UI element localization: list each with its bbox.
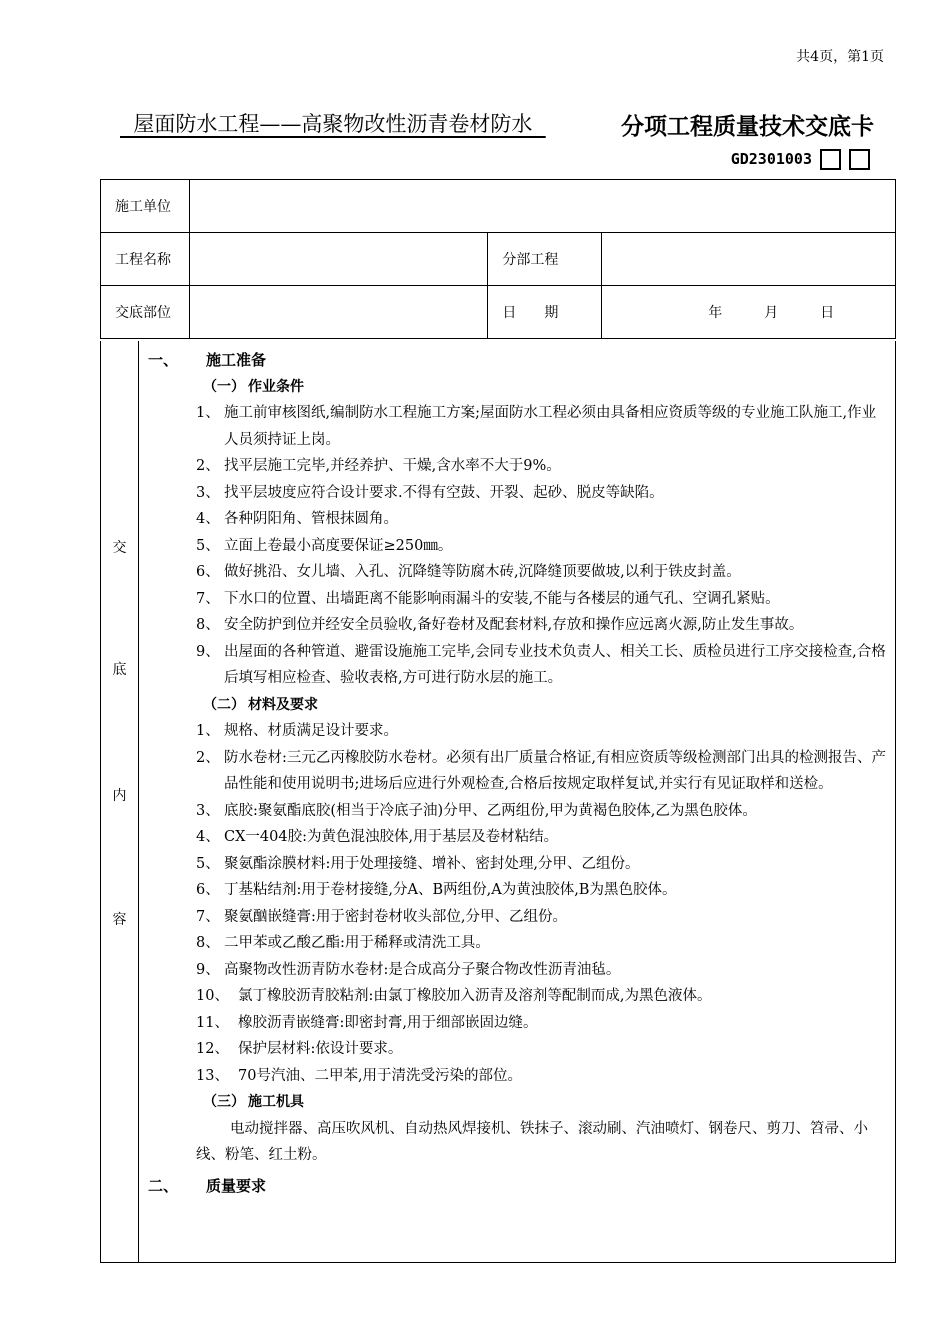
subsection-heading — [148, 374, 888, 401]
construction-unit-value — [189, 180, 895, 233]
header-table — [100, 179, 896, 339]
list-item: 3、 找平层坡度应符合设计要求.不得有空鼓、开裂、起砂、脱皮等缺陷。 — [196, 484, 664, 501]
subsection-title: 作业条件 — [248, 378, 304, 395]
tools-paragraph: 电动搅拌器、高压吹风机、自动热风焊接机、铁抹子、滚动刷、汽油喷灯、钢卷尺、剪刀、笤帚、小线、粉笔、红土粉。 — [196, 1120, 868, 1163]
date-value: 年 月 日 — [602, 286, 896, 339]
subsection-number: （三） — [203, 1094, 245, 1110]
subsection-number: （二） — [203, 696, 245, 713]
construction-unit-label: 施工单位 — [101, 180, 190, 233]
list-item: 5、 聚氨酯涂膜材料:用于处理接缝、增补、密封处理,分甲、乙组份。 — [196, 855, 640, 872]
list-item: 6、 丁基粘结剂:用于卷材接缝,分A、B两组份,A为黄浊胶体,B为黑色胶体。 — [196, 882, 677, 898]
title-suffix: 分项工程质量技术交底卡 — [621, 114, 874, 140]
list-item: 8、 安全防护到位并经安全员验收,备好卷材及配套材料,存放和操作应远离火源,防止发生事故。 — [196, 617, 804, 633]
list-item: 5、 立面上卷最小高度要保证≥250㎜。 — [196, 537, 453, 554]
sub-project-value — [602, 233, 896, 286]
list-item: 1、 规格、材质满足设计要求。 — [196, 723, 398, 739]
section-title: 施工准备 — [206, 351, 267, 369]
list-item: 10、 氯丁橡胶沥青胶粘剂:由氯丁橡胶加入沥青及溶剂等配制而成,为黑色液体。 — [196, 988, 712, 1004]
subsection-heading — [148, 692, 888, 719]
project-name-value — [189, 233, 487, 286]
code-checkbox-1 — [820, 149, 841, 170]
subsection-title: 材料及要求 — [248, 696, 318, 713]
list-item: 4、 各种阴阳角、管根抹圆角。 — [196, 511, 398, 527]
date-label: 日 期 — [488, 286, 602, 339]
list-item: 11、 橡胶沥青嵌缝膏:即密封膏,用于细部嵌固边缝。 — [196, 1014, 538, 1031]
code-checkbox-2 — [849, 149, 870, 170]
list-item: 7、 下水口的位置、出墙距离不能影响雨漏斗的安装,不能与各楼层的通气孔、空调孔紧贴。 — [196, 590, 780, 607]
list-item: 13、 70号汽油、二甲苯,用于清洗受污染的部位。 — [196, 1067, 523, 1084]
list-item: 3、 底胶:聚氨酯底胶(相当于冷底子油)分甲、乙两组份,甲为黄褐色胶体,乙为黑色胶体。 — [196, 802, 757, 819]
section-number: 一、 — [148, 351, 179, 369]
side-label-column — [101, 341, 139, 1262]
list-item: 8、 二甲苯或乙酸乙酯:用于稀释或清洗工具。 — [196, 935, 490, 951]
list-item: 6、 做好挑沿、女儿墙、入孔、沉降缝等防腐木砖,沉降缝顶要做坡,以利于铁皮封盖。 — [196, 564, 741, 580]
content-body — [148, 347, 888, 1199]
page-number: 共4页，第1页 — [796, 49, 884, 65]
list-item: 2、 找平层施工完毕,并经养护、干燥,含水率不大于9%。 — [196, 458, 561, 474]
list-item: 4、 CX一404胶:为黄色混浊胶体,用于基层及卷材粘结。 — [196, 829, 559, 845]
section-heading — [148, 1173, 888, 1200]
list-item: 9、 高聚物改性沥青防水卷材:是合成高分子聚合物改性沥青油毡。 — [196, 961, 621, 978]
side-char-2: 底 — [112, 662, 127, 678]
section-title: 质量要求 — [206, 1176, 267, 1195]
list-item: 9、 出屋面的各种管道、避雷设施施工完毕,会同专业技术负责人、相关工长、质检员进行工序交接检查,合格后填写相应检查、验收表格,方可进行防水层的施工。 — [196, 643, 886, 686]
location-label: 交底部位 — [101, 286, 190, 339]
list-item: 1、 施工前审核图纸,编制防水工程施工方案;屋面防水工程必须由具备相应资质等级的专业施工队施工,作业人员须持证上岗。 — [196, 405, 877, 448]
list-item: 7、 聚氨酗嵌缝膏:用于密封卷材收头部位,分甲、乙组份。 — [196, 908, 567, 925]
section-number: 二、 — [148, 1176, 179, 1195]
title-main: 屋面防水工程——高聚物改性沥青卷材防水 — [120, 112, 546, 136]
document-title — [100, 108, 896, 142]
code-text: GD2301003 — [730, 150, 812, 168]
side-char-1: 交 — [112, 540, 127, 556]
subsection-title: 施工机具 — [248, 1094, 304, 1110]
content-section — [100, 341, 896, 1263]
section-heading — [148, 347, 888, 374]
subsection-heading — [148, 1089, 888, 1116]
list-item: 12、 保护层材料:依设计要求。 — [196, 1041, 403, 1057]
list-item: 2、 防水卷材:三元乙丙橡胶防水卷材。必须有出厂质量合格证,有相应资质等级检测部门出具的检测报告、产品性能和使用说明书;进场后应进行外观检查,合格后按规定取样复试,并实行有见证取样和送检。 — [196, 749, 886, 792]
subsection-number: （一） — [203, 378, 245, 395]
side-char-3: 内 — [112, 788, 127, 804]
document-code — [731, 146, 870, 172]
location-value — [189, 286, 487, 339]
project-name-label: 工程名称 — [101, 233, 190, 286]
sub-project-label: 分部工程 — [488, 233, 602, 286]
side-char-4: 容 — [112, 912, 127, 928]
